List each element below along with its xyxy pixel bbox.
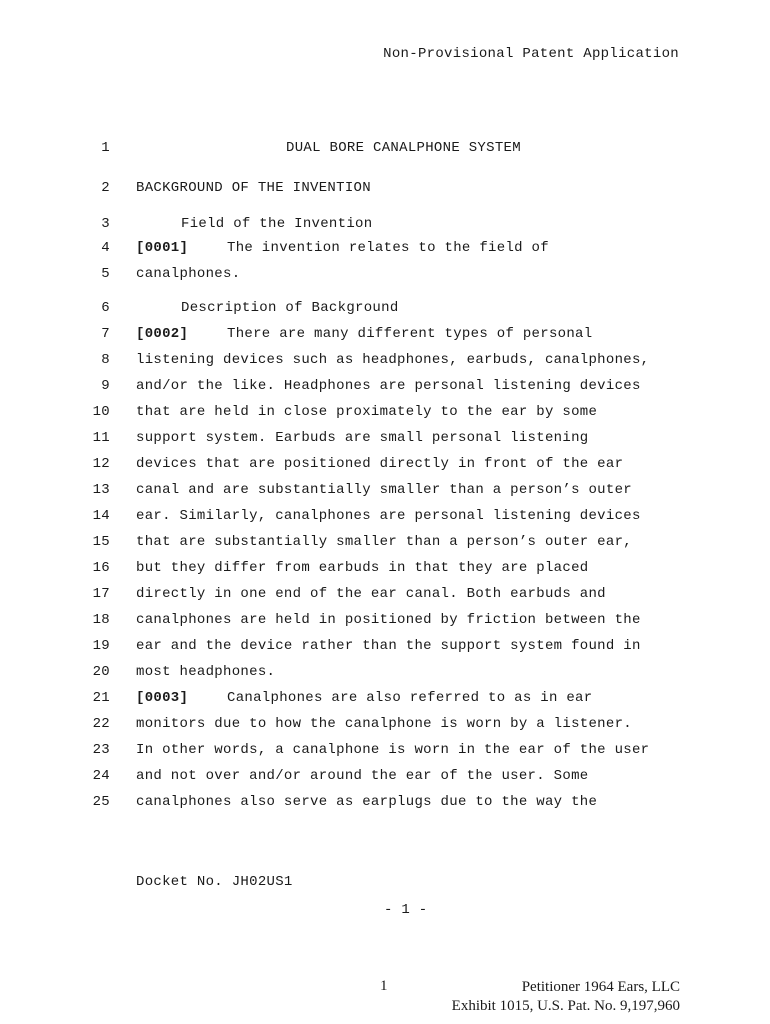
line-text: canalphones are held in positioned by friction between the [136, 612, 641, 628]
line-number: 18 [92, 612, 110, 628]
numbered-line [0, 534, 770, 554]
numbered-line [0, 326, 770, 346]
line-number: 22 [92, 716, 110, 732]
line-text: In other words, a canalphone is worn in the ear of the user [136, 742, 650, 758]
line-text: There are many different types of personal [227, 326, 593, 342]
numbered-line [0, 690, 770, 710]
line-text: ear and the device rather than the support system found in [136, 638, 641, 654]
line-text: listening devices such as headphones, earbuds, canalphones, [136, 352, 650, 368]
line-text: ear. Similarly, canalphones are personal listening devices [136, 508, 641, 524]
page-marker: - 1 - [384, 902, 428, 918]
line-number: 25 [92, 794, 110, 810]
footer-page-number: 1 [380, 978, 388, 994]
line-text: The invention relates to the field of [227, 240, 549, 256]
numbered-line [0, 612, 770, 632]
line-number: 3 [101, 216, 110, 232]
numbered-line [0, 300, 770, 320]
line-text: but they differ from earbuds in that they are placed [136, 560, 589, 576]
line-text: Canalphones are also referred to as in ear [227, 690, 593, 706]
document-title: DUAL BORE CANALPHONE SYSTEM [286, 140, 521, 156]
numbered-line [0, 794, 770, 814]
numbered-line [0, 378, 770, 398]
line-text: devices that are positioned directly in front of the ear [136, 456, 624, 472]
line-number: 14 [92, 508, 110, 524]
numbered-line [0, 716, 770, 736]
line-text: Description of Background [181, 300, 399, 316]
docket-number: Docket No. JH02US1 [136, 874, 293, 890]
line-text: that are held in close proximately to the ear by some [136, 404, 598, 420]
line-text: and not over and/or around the ear of the user. Some [136, 768, 589, 784]
line-text: monitors due to how the canalphone is worn by a listener. [136, 716, 632, 732]
line-number: 5 [101, 266, 110, 282]
line-text: and/or the like. Headphones are personal listening devices [136, 378, 641, 394]
footer-exhibit: Exhibit 1015, U.S. Pat. No. 9,197,960 [451, 998, 680, 1014]
line-text: BACKGROUND OF THE INVENTION [136, 180, 371, 196]
document-header: Non-Provisional Patent Application [383, 46, 679, 62]
line-text: that are substantially smaller than a person’s outer ear, [136, 534, 632, 550]
paragraph-number: [0002] [136, 326, 189, 342]
line-text: directly in one end of the ear canal. Both earbuds and [136, 586, 606, 602]
line-text: canalphones. [136, 266, 241, 282]
numbered-line [0, 768, 770, 788]
numbered-line [0, 266, 770, 286]
line-number: 6 [101, 300, 110, 316]
line-number: 13 [92, 482, 110, 498]
paragraph-number: [0001] [136, 240, 189, 256]
line-number: 17 [92, 586, 110, 602]
numbered-line [0, 508, 770, 528]
numbered-line [0, 140, 770, 160]
numbered-line [0, 664, 770, 684]
line-number: 15 [92, 534, 110, 550]
numbered-line [0, 404, 770, 424]
line-text: most headphones. [136, 664, 276, 680]
numbered-line [0, 586, 770, 606]
line-text: canalphones also serve as earplugs due to the way the [136, 794, 598, 810]
paragraph-number: [0003] [136, 690, 189, 706]
numbered-line [0, 216, 770, 236]
line-number: 16 [92, 560, 110, 576]
numbered-line [0, 456, 770, 476]
numbered-line [0, 742, 770, 762]
line-number: 8 [101, 352, 110, 368]
line-number: 1 [101, 140, 110, 156]
line-number: 21 [92, 690, 110, 706]
numbered-line [0, 240, 770, 260]
line-number: 9 [101, 378, 110, 394]
numbered-line [0, 352, 770, 372]
line-number: 20 [92, 664, 110, 680]
numbered-line [0, 560, 770, 580]
line-number: 2 [101, 180, 110, 196]
line-text: support system. Earbuds are small personal listening [136, 430, 589, 446]
line-number: 4 [101, 240, 110, 256]
line-text: canal and are substantially smaller than a person’s outer [136, 482, 632, 498]
line-number: 19 [92, 638, 110, 654]
numbered-line [0, 430, 770, 450]
numbered-line [0, 482, 770, 502]
footer-exhibit-info [452, 978, 680, 1016]
numbered-line [0, 180, 770, 200]
line-number: 10 [92, 404, 110, 420]
line-number: 12 [92, 456, 110, 472]
line-text: Field of the Invention [181, 216, 373, 232]
line-number: 7 [101, 326, 110, 342]
line-number: 24 [92, 768, 110, 784]
line-number: 23 [92, 742, 110, 758]
numbered-line [0, 638, 770, 658]
line-number: 11 [92, 430, 110, 446]
footer-petitioner: Petitioner 1964 Ears, LLC [521, 979, 680, 995]
